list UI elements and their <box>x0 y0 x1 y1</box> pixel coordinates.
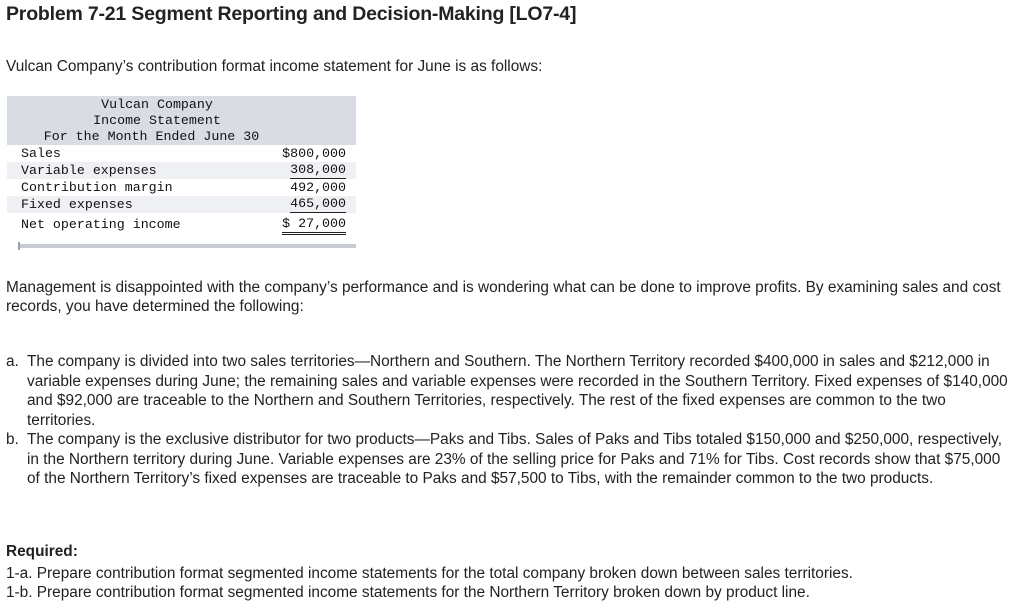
problem-title: Problem 7-21 Segment Reporting and Decision-Making [LO7-4] <box>6 3 577 25</box>
list-item-text: The company is the exclusive distributor for two products—Paks and Tibs. Sales of Paks and Tibs totaled $150,000 and $250,000, respectively, in the Northern territory during June. Variable expenses are 23% of the selling price for Paks and 71% for Tibs. Cost records show that $75,000 of the Northern Territory’s fixed expenses are traceable to Paks and $57,500 to Tibs, with the remainder common to the two products. <box>27 431 1002 487</box>
required-item-1b: 1-b. Prepare contribution format segmented income statements for the Northern Territory broken down by product line. <box>6 584 810 601</box>
row-label: Contribution margin <box>21 180 173 195</box>
statement-row-contribution-margin <box>7 179 356 196</box>
statement-row-net-operating-income <box>7 216 356 236</box>
row-label: Variable expenses <box>21 163 157 178</box>
list-marker: a. <box>6 353 19 370</box>
row-value: 308,000 <box>290 162 346 177</box>
management-paragraph: Management is disappointed with the company’s performance and is wondering what can be done to improve profits. By examining sales and cost records, you have determined the following: <box>6 279 1001 315</box>
statement-row-sales <box>7 145 356 162</box>
row-label: Sales <box>21 146 61 161</box>
statement-scrollbar-edge <box>18 242 20 250</box>
row-label: Fixed expenses <box>21 197 133 212</box>
facts-list <box>6 352 1016 489</box>
row-value: 465,000 <box>290 196 346 211</box>
required-heading: Required: <box>6 543 78 560</box>
statement-name: Income Statement <box>93 113 221 128</box>
statement-row-variable-expenses <box>7 162 356 179</box>
row-label: Net operating income <box>21 217 181 232</box>
row-value: 492,000 <box>290 180 346 195</box>
statement-header <box>7 96 356 145</box>
statement-row-fixed-expenses <box>7 196 356 213</box>
row-value: $ 27,000 <box>282 216 346 235</box>
list-item <box>6 430 1016 489</box>
list-marker: b. <box>6 431 19 448</box>
statement-scrollbar[interactable] <box>19 244 356 248</box>
list-item <box>6 352 1016 430</box>
income-statement <box>7 96 356 252</box>
required-item-1a: 1-a. Prepare contribution format segmented income statements for the total company broken down between sales territories. <box>6 565 853 582</box>
list-item-text: The company is divided into two sales territories—Northern and Southern. The Northern Territory recorded $400,000 in sales and $212,000 in variable expenses during June; the remaining sales and variable expenses were recorded in the Southern Territory. Fixed expenses of $140,000 and $92,000 are traceable to the Northern and Southern Territories, respectively. The rest of the fixed expenses are common to the two territories. <box>27 353 1008 429</box>
statement-company: Vulcan Company <box>101 97 213 112</box>
statement-period: For the Month Ended June 30 <box>43 129 260 144</box>
intro-text: Vulcan Company’s contribution format income statement for June is as follows: <box>6 58 543 75</box>
row-value: $800,000 <box>282 146 346 161</box>
